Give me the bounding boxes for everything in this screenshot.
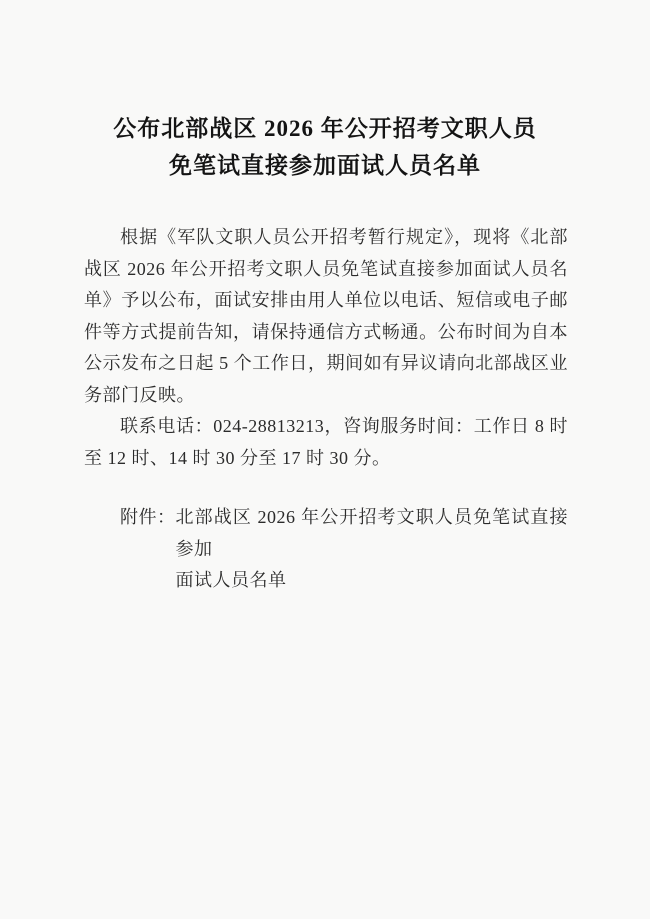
attachment-title-line-2: 面试人员名单 xyxy=(175,570,287,590)
document-title xyxy=(0,0,650,184)
attachment-title xyxy=(176,502,569,597)
attachment-title-line-1: 北部战区 2026 年公开招考文职人员免笔试直接参加 xyxy=(175,507,568,559)
title-line-2: 免笔试直接参加面试人员名单 xyxy=(169,153,481,178)
paragraph-contact-info: 联系电话：024-28813213，咨询服务时间：工作日 8 时至 12 时、14 时 30 分至 17 时 30 分。 xyxy=(84,416,568,468)
document-body xyxy=(84,222,568,597)
paragraph-announcement: 根据《军队文职人员公开招考暂行规定》，现将《北部战区 2026 年公开招考文职人员免笔试直接参加面试人员名单》予以公布，面试安排由用人单位以电话、短信或电子邮件等方式提前告知，请保持通信方式畅通。公布时间为自本公示发布之日起 5 个工作日，期间如有异议请向北部战区业务部门反映。 xyxy=(84,227,568,405)
title-line-1: 公布北部战区 2026 年公开招考文职人员 xyxy=(113,116,537,141)
attachment-label: 附件： xyxy=(120,507,176,527)
attachment-block xyxy=(120,502,568,597)
